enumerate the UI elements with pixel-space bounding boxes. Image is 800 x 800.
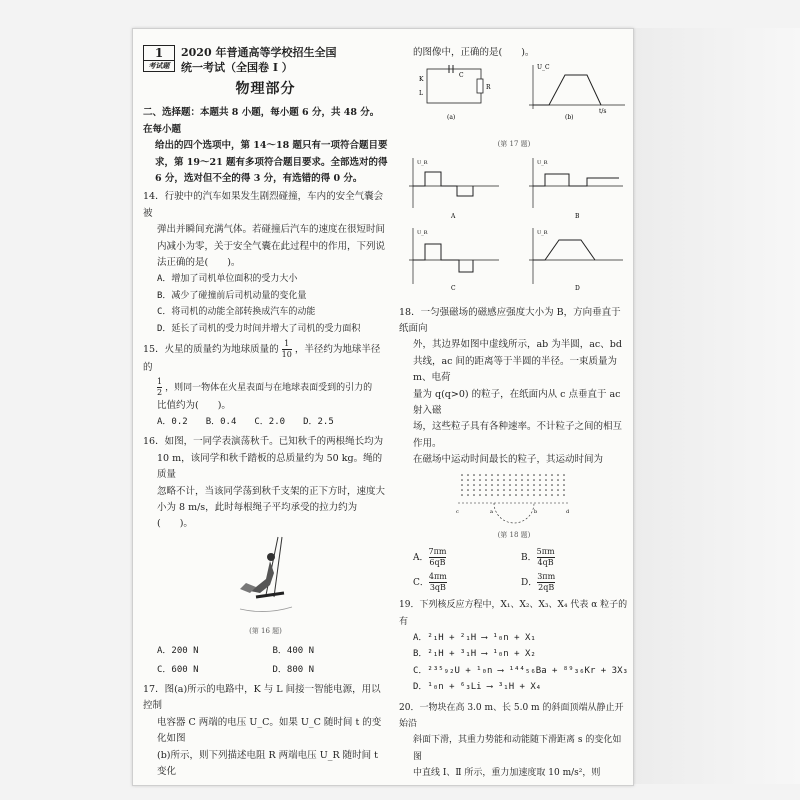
question-15 [143, 339, 388, 430]
terminal-l-label: L [419, 90, 423, 98]
field-dot [533, 479, 535, 481]
field-dot [485, 484, 487, 486]
question-14 [143, 189, 388, 337]
q17-stem: 电容器 C 两端的电压 U_C。如果 U_C 随时间 t 的变化如图 [157, 716, 382, 745]
q20-stem: 斜面下滑，其重力势能和动能随下滑距离 s 的变化如图 [413, 735, 622, 762]
option-fraction [429, 547, 447, 568]
magnetic-field-figure [454, 471, 574, 525]
q15-option-d: D．2.5 [303, 416, 334, 427]
exam-header [143, 45, 388, 75]
q18-stem: 18．一匀强磁场的磁感应强度大小为 B，方向垂直于纸面向 [399, 306, 621, 335]
graph-b-label: B [575, 213, 580, 221]
q19-option-d: D．¹₀n + ⁶₃Li ⟶ ³₁H + X₄ [413, 682, 542, 693]
q18-stem: 共线，ac 间的距离等于半圆的半径。一束质量为 m、电荷 [413, 355, 618, 384]
exam-title-line2: 统一考试（全国卷 I ） [181, 61, 293, 74]
graph-a-label: A [451, 213, 456, 221]
field-dot [527, 489, 529, 491]
frac-den: 2 [157, 387, 163, 397]
capacitor-label: C [459, 72, 464, 80]
q17-stem: 17．图(a)所示的电路中，K 与 L 间接一智能电源，用以控制 [143, 683, 381, 712]
field-dot [557, 494, 559, 496]
q15-stem-line1 [143, 339, 388, 376]
fraction-one-half [157, 377, 162, 398]
field-dot [551, 494, 553, 496]
field-dot [497, 489, 499, 491]
ur-axis-label: U_R [537, 160, 548, 167]
option-fraction [537, 547, 555, 568]
instruction-line: 6 分，选对但不全的得 3 分，有选错的得 0 分。 [155, 173, 363, 185]
q17-caption: (第 17 题) [497, 139, 531, 148]
q14-option-d: D．延长了司机的受力时间并增大了司机的受力面积 [157, 323, 361, 334]
q14-stem: 14．行驶中的汽车如果发生剧烈碰撞，车内的安全气囊会被 [143, 191, 384, 219]
field-dots [461, 474, 565, 496]
subject-title: 物理部分 [235, 81, 296, 97]
q15-option-a: A．0.2 [157, 416, 188, 427]
option-fraction [429, 572, 447, 593]
field-dot [461, 479, 463, 481]
exam-page [132, 28, 634, 786]
field-dot [509, 484, 511, 486]
q18-stem: 量为 q(q>0) 的粒子，在纸面内从 c 点垂直于 ac 射入磁 [413, 388, 621, 417]
t-axis-label: t/s [599, 108, 607, 116]
fig-a-label: (a) [447, 114, 456, 122]
field-dot [497, 479, 499, 481]
field-dot [527, 494, 529, 496]
field-dot [467, 494, 469, 496]
q18-stem: 场，这些粒子具有各种速率。不计粒子之间的相互作用。 [413, 421, 623, 449]
option-label: C． [413, 578, 429, 589]
q18-stem: 在磁场中运动时间最长的粒子，其运动时间为 [413, 454, 604, 466]
q15-text: 15．火星的质量约为地球质量的 [143, 344, 279, 356]
field-dot [473, 484, 475, 486]
q14-option-b: B．减少了碰撞前后司机动量的变化量 [157, 290, 307, 301]
field-dot [473, 474, 475, 476]
field-dot [491, 494, 493, 496]
ur-axis-label: U_R [417, 160, 428, 167]
q14-option-a: A．增加了司机单位面积的受力大小 [157, 274, 298, 285]
q14-stem: 内减小为零，关于安全气囊在此过程中的作用，下列说 [157, 240, 386, 252]
field-dot [503, 479, 505, 481]
q19-option-c: C．²³⁵₉₂U + ¹₀n ⟶ ¹⁴⁴₅₆Ba + ⁸⁹₃₆Kr + 3X₃ [413, 665, 628, 676]
q19-option-b: B．²₁H + ³₁H ⟶ ¹₀n + X₂ [413, 649, 536, 660]
field-dot [539, 484, 541, 486]
q16-stem: 10 m，该同学和秋千踏板的总质量约为 50 kg。绳的质量 [157, 452, 383, 481]
field-dot [491, 474, 493, 476]
swing-figure [226, 535, 306, 621]
option-label: B． [521, 553, 537, 564]
frac-num: 1 [282, 339, 292, 350]
q17-stem: (b)所示，则下列描述电阻 R 两端电压 U_R 随时间 t 变化 [157, 749, 378, 777]
field-dot [461, 474, 463, 476]
q15-text: ，半径约为地球半径的 [143, 344, 381, 374]
instructions [143, 105, 388, 187]
field-dot [563, 494, 565, 496]
q15-stem-line2 [143, 377, 388, 398]
q16-options [157, 643, 388, 678]
q14-stem: 法正确的是( )。 [157, 257, 241, 269]
frac-num: 7πm [428, 547, 447, 557]
point-b-label: b [534, 508, 538, 515]
option-label: D． [521, 578, 538, 589]
field-dot [515, 474, 517, 476]
option-label: A． [413, 553, 429, 564]
field-dot [497, 474, 499, 476]
field-dot [473, 494, 475, 496]
q16-option-c: C．600 N [157, 664, 199, 675]
field-dot [491, 484, 493, 486]
field-dot [521, 489, 523, 491]
q17-circuit-and-graph [399, 61, 629, 127]
resistor-label: R [486, 84, 491, 92]
q14-option-c: C．将司机的动能全部转换成汽车的动能 [157, 307, 316, 318]
field-dot [551, 489, 553, 491]
frac-den: 6qB [429, 558, 446, 568]
page-shadow-edge [632, 28, 800, 784]
field-dot [539, 489, 541, 491]
field-dot [563, 489, 565, 491]
q16-stem: 忽略不计，当该同学荡到秋千支架的正下方时，速度大 [157, 485, 386, 497]
field-dot [503, 474, 505, 476]
frac-den: 3qB [429, 583, 446, 593]
field-dot [479, 484, 481, 486]
field-dot [545, 479, 547, 481]
field-dot [479, 494, 481, 496]
graph-a [409, 158, 499, 220]
q18-option-c [413, 572, 521, 593]
field-dot [461, 484, 463, 486]
field-dot [485, 479, 487, 481]
q19-stem: 19．下列核反应方程中，X₁、X₂、X₃、X₄ 代表 α 粒子的有 [399, 600, 628, 627]
frac-den: 2qB [538, 583, 555, 593]
q15-option-b: B．0.4 [205, 416, 237, 427]
instruction-line: 给出的四个选项中，第 14～18 题只有一项符合题目要 [155, 140, 388, 152]
q16-option-d: D．800 N [272, 664, 315, 675]
field-dot [467, 489, 469, 491]
field-dot [527, 474, 529, 476]
field-dot [533, 489, 535, 491]
question-19 [399, 597, 629, 695]
field-dot [521, 494, 523, 496]
field-dot [515, 484, 517, 486]
field-dot [479, 479, 481, 481]
field-dot [467, 479, 469, 481]
terminal-k-label: K [419, 76, 424, 84]
q15-options [157, 414, 388, 430]
frac-num: 1 [157, 376, 163, 386]
field-dot [515, 479, 517, 481]
exam-number-badge [143, 45, 175, 72]
instruction-line: 二、选择题：本题共 8 小题，每小题 6 分，共 48 分。在每小题 [143, 107, 380, 135]
field-dot [545, 474, 547, 476]
field-dot [539, 479, 541, 481]
field-dot [461, 494, 463, 496]
q14-stem: 弹出并瞬间充满气体。若碰撞后汽车的速度在很短时间 [157, 224, 386, 236]
graph-d-label: D [575, 285, 580, 293]
field-dot [497, 494, 499, 496]
ur-axis-label: U_R [537, 230, 548, 237]
field-dot [509, 479, 511, 481]
field-dot [539, 474, 541, 476]
field-dot [557, 474, 559, 476]
q15-text: 比值约为( )。 [157, 399, 231, 411]
q17-answer-graphs [399, 156, 629, 292]
q18-caption: (第 18 题) [497, 530, 531, 539]
question-16 [143, 434, 388, 678]
point-c-label: c [456, 508, 459, 515]
field-dot [503, 494, 505, 496]
field-dot [467, 474, 469, 476]
question-17-stem [143, 682, 388, 780]
graph-c [409, 228, 499, 292]
field-dot [539, 494, 541, 496]
graph-d [529, 228, 623, 292]
question-20 [399, 700, 629, 782]
q18-option-a [413, 547, 521, 568]
right-column [399, 45, 629, 782]
field-dot [503, 489, 505, 491]
graph-b [529, 158, 623, 220]
field-dot [473, 479, 475, 481]
field-dot [521, 484, 523, 486]
q15-text: ，则同一物体在火星表面与在地球表面受到的引力的 [165, 382, 373, 393]
field-dot [497, 484, 499, 486]
field-dot [515, 489, 517, 491]
field-dot [557, 489, 559, 491]
frac-den: 10 [281, 350, 292, 360]
field-dot [551, 474, 553, 476]
q15-option-c: C．2.0 [254, 416, 286, 427]
field-dot [509, 474, 511, 476]
point-a-label: a [490, 508, 493, 515]
fig-b-label: (b) [565, 114, 574, 122]
field-dot [461, 489, 463, 491]
badge-number: 1 [144, 46, 174, 61]
field-dot [563, 474, 565, 476]
field-dot [563, 484, 565, 486]
q18-option-d [521, 572, 629, 593]
fraction-one-tenth [282, 339, 292, 360]
field-dot [485, 489, 487, 491]
option-fraction [537, 572, 555, 593]
field-dot [551, 479, 553, 481]
q18-stem: 外，其边界如图中虚线所示，ab 为半圆，ac、bd [413, 339, 622, 351]
field-dot [533, 474, 535, 476]
field-dot [521, 479, 523, 481]
frac-num: 4πm [428, 572, 447, 582]
field-dot [557, 484, 559, 486]
q18-options [413, 547, 629, 593]
graph-c-label: C [451, 285, 456, 293]
field-dot [503, 484, 505, 486]
instruction-line: 求，第 19～21 题有多项符合题目要求。全部选对的得 [155, 156, 388, 168]
q20-stem: 中直线 Ⅰ、Ⅱ 所示，重力加速度取 10 m/s²，则 [413, 768, 601, 779]
uc-axis-label: U_C [537, 64, 550, 72]
exam-title-line1: 2020 年普通高等学校招生全国 [181, 46, 337, 59]
q16-option-b: B．400 N [272, 646, 315, 657]
field-dot [563, 479, 565, 481]
frac-num: 5πm [536, 547, 555, 557]
field-dot [557, 479, 559, 481]
field-dot [527, 479, 529, 481]
point-d-label: d [566, 508, 570, 515]
ur-axis-label: U_R [417, 230, 428, 237]
q16-stem: 小为 8 m/s，此时每根绳子平均承受的拉力约为( )。 [157, 501, 358, 530]
field-dot [533, 494, 535, 496]
frac-num: 3πm [537, 572, 556, 582]
field-dot [527, 484, 529, 486]
field-dot [521, 474, 523, 476]
q17-stem: 的图像中，正确的是( )。 [413, 47, 535, 58]
field-dot [551, 484, 553, 486]
q16-option-a: A．200 N [157, 646, 199, 657]
frac-den: 4qB [537, 558, 554, 568]
badge-label: 考试题 [148, 61, 170, 70]
field-dot [467, 484, 469, 486]
field-dot [491, 489, 493, 491]
field-dot [485, 494, 487, 496]
field-dot [491, 479, 493, 481]
q19-option-a: A．²₁H + ²₁H ⟶ ¹₀n + X₁ [413, 632, 536, 643]
field-dot [479, 489, 481, 491]
field-dot [515, 494, 517, 496]
q16-stem: 16．如图，一同学表演荡秋千。已知秋千的两根绳长均为 [143, 436, 384, 448]
field-dot [473, 489, 475, 491]
field-dot [509, 489, 511, 491]
question-18 [399, 305, 629, 593]
field-dot [545, 489, 547, 491]
left-column [143, 45, 388, 780]
field-dot [479, 474, 481, 476]
q20-stem: 20．一物块在高 3.0 m、长 5.0 m 的斜面顶端从静止开始沿 [399, 702, 624, 729]
field-dot [545, 484, 547, 486]
q18-option-b [521, 547, 629, 568]
field-dot [545, 494, 547, 496]
field-dot [485, 474, 487, 476]
field-dot [509, 494, 511, 496]
q16-caption: (第 16 题) [249, 626, 282, 635]
field-dot [533, 484, 535, 486]
